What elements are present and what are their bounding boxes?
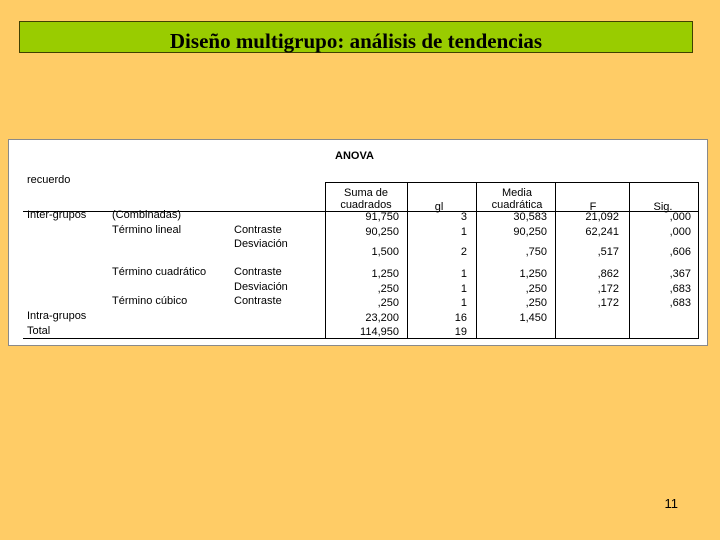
cell-suma: ,250 <box>377 283 399 295</box>
row-label-3: Desviación <box>234 281 288 293</box>
cell-gl: 3 <box>460 211 467 223</box>
row-label-1: Inter-grupos <box>27 209 87 221</box>
cell-media: ,250 <box>525 283 547 295</box>
cell-media: ,250 <box>525 297 547 309</box>
row-label-3: Desviación <box>234 238 288 250</box>
anova-title: ANOVA <box>335 150 374 162</box>
page-number: 11 <box>664 496 678 511</box>
cell-f: ,172 <box>597 283 619 295</box>
cell-media: 1,450 <box>519 312 547 324</box>
table-line-v5 <box>629 182 630 338</box>
cell-suma: ,250 <box>377 297 399 309</box>
cell-gl: 1 <box>460 226 467 238</box>
cell-gl: 2 <box>460 246 467 258</box>
row-label-3: Contraste <box>234 266 282 278</box>
header-suma: Suma de cuadrados <box>340 187 392 211</box>
cell-f: ,517 <box>597 246 619 258</box>
row-label-2: Término cúbico <box>112 295 188 307</box>
header-gl: gl <box>434 201 444 213</box>
cell-suma: 114,950 <box>360 326 399 338</box>
dependent-variable-label: recuerdo <box>27 174 71 186</box>
cell-sig: ,606 <box>669 246 691 258</box>
cell-sig: ,000 <box>669 211 691 223</box>
anova-table-panel <box>8 139 708 346</box>
cell-media: 30,583 <box>513 211 547 223</box>
cell-suma: 1,250 <box>371 268 399 280</box>
cell-media: 90,250 <box>513 226 547 238</box>
row-label-1: Total <box>27 325 51 337</box>
cell-sig: ,367 <box>669 268 691 280</box>
cell-gl: 1 <box>460 297 467 309</box>
cell-f: ,172 <box>597 297 619 309</box>
cell-suma: 90,250 <box>365 226 399 238</box>
slide-title-box <box>19 21 693 53</box>
cell-gl: 1 <box>460 283 467 295</box>
cell-f: 62,241 <box>585 226 619 238</box>
cell-suma: 23,200 <box>365 312 399 324</box>
cell-gl: 16 <box>454 312 467 324</box>
slide-title: Diseño multigrupo: análisis de tendencias <box>169 28 543 53</box>
cell-suma: 1,500 <box>371 246 399 258</box>
cell-f: 21,092 <box>585 211 619 223</box>
header-f: F <box>589 201 597 213</box>
table-line-v4 <box>555 182 556 338</box>
row-label-3: Contraste <box>234 295 282 307</box>
row-label-1: Intra-grupos <box>27 310 87 322</box>
table-line-bottom <box>23 338 699 339</box>
row-label-2: Término cuadrático <box>112 266 207 278</box>
cell-media: ,750 <box>525 246 547 258</box>
row-label-2: (Combinadas) <box>112 209 182 221</box>
header-media: Media cuadrática <box>491 187 543 211</box>
cell-sig: ,683 <box>669 297 691 309</box>
row-label-3: Contraste <box>234 224 282 236</box>
cell-sig: ,000 <box>669 226 691 238</box>
cell-sig: ,683 <box>669 283 691 295</box>
cell-gl: 1 <box>460 268 467 280</box>
cell-media: 1,250 <box>519 268 547 280</box>
row-label-2: Término lineal <box>112 224 182 236</box>
cell-f: ,862 <box>597 268 619 280</box>
header-sig: Sig. <box>653 201 673 213</box>
table-line-top <box>325 182 699 183</box>
cell-gl: 19 <box>454 326 467 338</box>
table-line-v6 <box>698 182 699 338</box>
cell-suma: 91,750 <box>365 211 399 223</box>
